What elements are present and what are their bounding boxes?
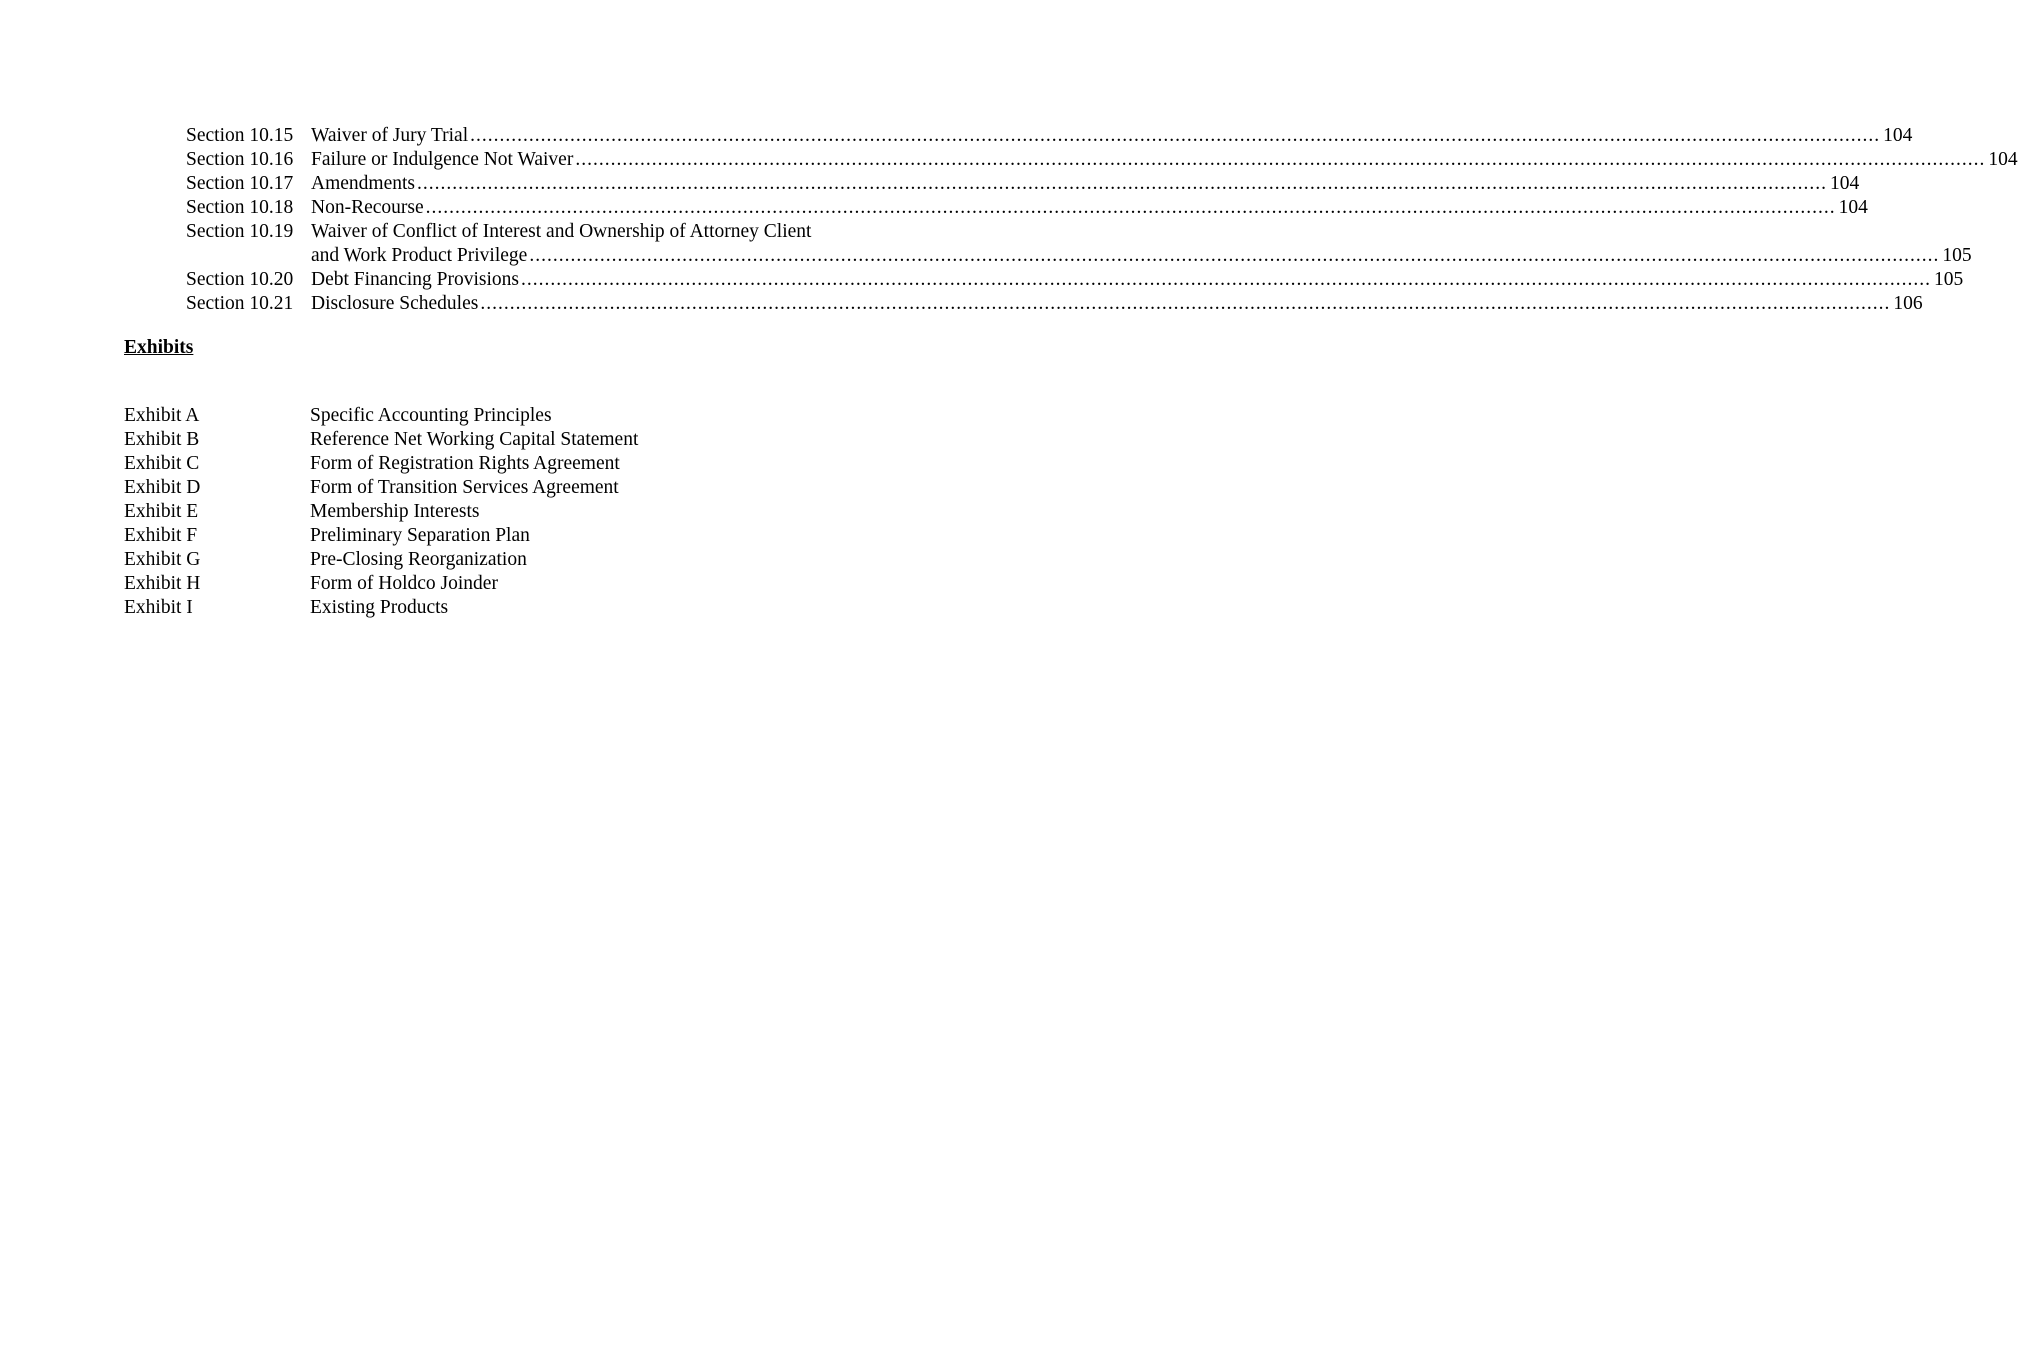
- toc-entry[interactable]: [186, 220, 1972, 268]
- exhibit-title: Form of Holdco Joinder: [310, 573, 498, 594]
- toc-entry[interactable]: [186, 148, 2018, 172]
- exhibit-title: Preliminary Separation Plan: [310, 525, 530, 546]
- section-number: Section 10.20: [186, 269, 294, 290]
- exhibits-list: [124, 404, 638, 620]
- exhibit-title: Pre-Closing Reorganization: [310, 549, 527, 570]
- exhibit-label: Exhibit E: [124, 501, 199, 522]
- exhibit-title: Specific Accounting Principles: [310, 405, 552, 426]
- exhibit-entry[interactable]: [124, 524, 638, 548]
- dot-leader: [426, 196, 1836, 220]
- exhibit-label: Exhibit I: [124, 597, 193, 618]
- exhibit-title: Membership Interests: [310, 501, 480, 522]
- section-title: Debt Financing Provisions: [311, 269, 519, 290]
- exhibit-label: Exhibit B: [124, 429, 200, 450]
- toc-entry[interactable]: [186, 292, 1923, 316]
- section-title: Failure or Indulgence Not Waiver: [311, 149, 574, 170]
- page-number: 105: [1934, 269, 1964, 290]
- exhibit-label: Exhibit G: [124, 549, 201, 570]
- exhibit-entry[interactable]: [124, 404, 638, 428]
- exhibit-entry[interactable]: [124, 452, 638, 476]
- exhibit-entry[interactable]: [124, 476, 638, 500]
- page-number: 104: [1883, 125, 1913, 146]
- dot-leader: [521, 268, 1931, 292]
- dot-leader: [417, 172, 1827, 196]
- exhibit-title: Reference Net Working Capital Statement: [310, 429, 639, 450]
- section-title: Waiver of Conflict of Interest and Ownership of Attorney Client: [311, 221, 812, 242]
- exhibit-entry[interactable]: [124, 428, 638, 452]
- exhibits-heading: Exhibits: [124, 337, 194, 358]
- exhibit-label: Exhibit H: [124, 573, 201, 594]
- exhibit-label: Exhibit D: [124, 477, 201, 498]
- table-of-contents: [186, 124, 2018, 316]
- exhibit-title: Form of Registration Rights Agreement: [310, 453, 620, 474]
- section-number: Section 10.18: [186, 197, 294, 218]
- toc-entry[interactable]: [186, 196, 1868, 220]
- section-number: Section 10.16: [186, 149, 294, 170]
- page-number: 104: [1829, 173, 1860, 194]
- exhibit-label: Exhibit F: [124, 525, 198, 546]
- exhibit-entry[interactable]: [124, 596, 638, 620]
- exhibit-label: Exhibit C: [124, 453, 200, 474]
- exhibit-entry[interactable]: [124, 500, 638, 524]
- section-number: Section 10.17: [186, 173, 294, 194]
- section-title: Disclosure Schedules: [311, 293, 479, 314]
- section-number: Section 10.21: [186, 293, 294, 314]
- dot-leader: [480, 292, 1890, 316]
- toc-entry[interactable]: [186, 268, 1964, 292]
- dot-leader: [470, 124, 1880, 148]
- exhibit-label: Exhibit A: [124, 405, 200, 426]
- exhibit-title: Form of Transition Services Agreement: [310, 477, 619, 498]
- page-number: 104: [1838, 197, 1868, 218]
- toc-entry[interactable]: [186, 124, 1913, 148]
- page-number: 106: [1893, 293, 1923, 314]
- exhibit-title: Existing Products: [310, 597, 449, 618]
- exhibit-entry[interactable]: [124, 548, 638, 572]
- section-title: Waiver of Jury Trial: [311, 125, 469, 146]
- section-number: Section 10.19: [186, 221, 294, 242]
- toc-entry[interactable]: [186, 172, 1860, 196]
- dot-leader: [575, 148, 1985, 172]
- dot-leader: [529, 244, 1939, 268]
- page-number: 105: [1942, 245, 1972, 266]
- page-number: 104: [1988, 149, 2018, 170]
- section-number: Section 10.15: [186, 125, 294, 146]
- section-title-continued: and Work Product Privilege: [311, 245, 528, 266]
- exhibit-entry[interactable]: [124, 572, 638, 596]
- section-title: Amendments: [311, 173, 415, 194]
- section-title: Non-Recourse: [311, 197, 424, 218]
